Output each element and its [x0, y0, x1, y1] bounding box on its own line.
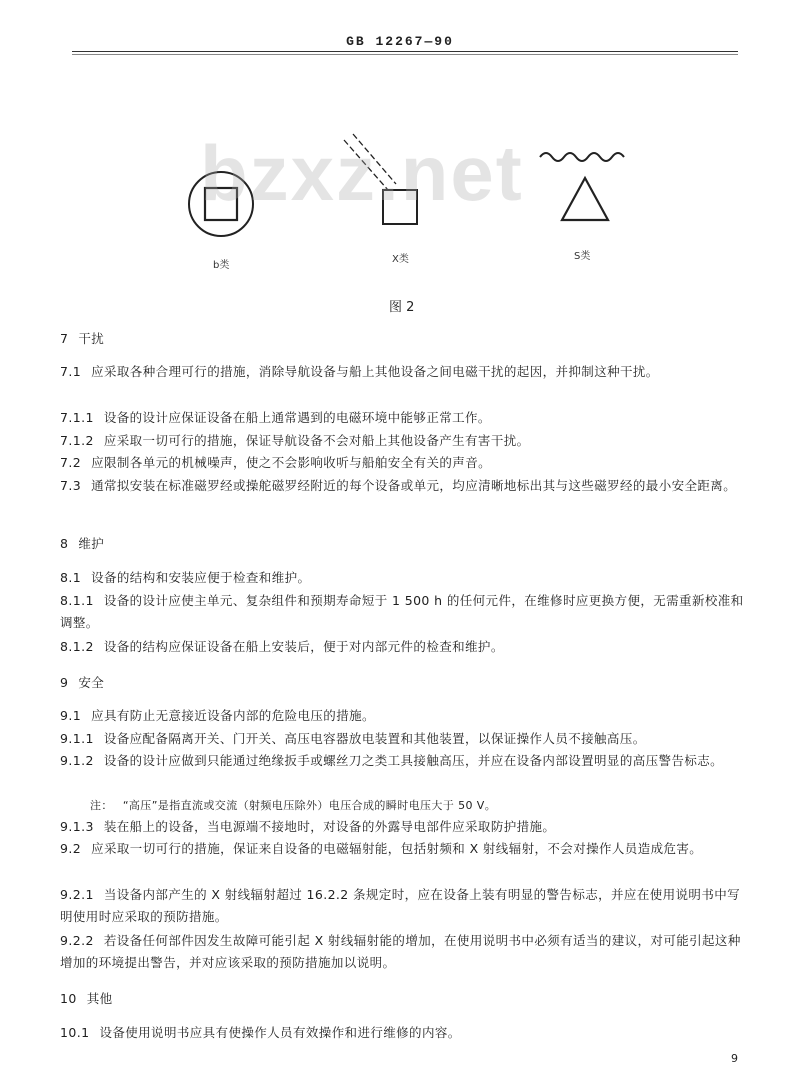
clause-number: 7.1.2	[60, 433, 94, 448]
clause-text: 设备使用说明书应具有使操作人员有效操作和进行维修的内容。	[99, 1025, 461, 1040]
clause-8-1-1	[60, 590, 744, 634]
clause-number: 7	[60, 331, 69, 346]
clause-number: 7.1.1	[60, 410, 94, 425]
clause-text: 其他	[86, 991, 113, 1006]
clause-text: 安全	[78, 675, 105, 690]
clause-number: 9	[60, 675, 69, 690]
clause-number: 7.3	[60, 478, 82, 493]
clause-text: 设备的设计应保证设备在船上通常遇到的电磁环境中能够正常工作。	[103, 410, 491, 425]
clause-9-2	[60, 838, 744, 860]
clause-9-1-1	[60, 728, 744, 750]
clause-text: 当设备内部产生的 X 射线辐射超过 16.2.2 条规定时，应在设备上装有明显的警告标志，并应在使用说明书中写明使用时应采取的预防措施。	[60, 887, 741, 924]
clause-9-1-2	[60, 750, 744, 772]
section-7-heading	[60, 328, 744, 350]
clause-text: 应采取一切可行的措施，保证来自设备的电磁辐射能，包括射频和 X 射线辐射，不会对操作人员造成危害。	[91, 841, 703, 856]
clause-7-3	[60, 475, 744, 497]
clause-number: 10	[60, 991, 77, 1006]
clause-number: 9.1.1	[60, 731, 94, 746]
clause-text: 应采取一切可行的措施，保证导航设备不会对船上其他设备产生有害干扰。	[103, 433, 530, 448]
clause-7-2	[60, 452, 744, 474]
clause-number: 9.2.1	[60, 887, 94, 902]
section-8-heading	[60, 533, 744, 555]
clause-text: 设备的结构和安装应便于检查和维护。	[91, 570, 311, 585]
page-number: 9	[731, 1052, 738, 1065]
clause-number: 8	[60, 536, 69, 551]
s-class-symbol	[540, 153, 624, 220]
clause-text: 设备的设计应使主单元、复杂组件和预期寿命短于 1 500 h 的任何元件，在维修时应更换方便，无需重新校准和调整。	[60, 593, 744, 630]
note-text: “高压”是指直流或交流（射频电压除外）电压合成的瞬时电压大于 50 V。	[122, 799, 497, 812]
clause-text: 通常拟安装在标准磁罗经或操舵磁罗经附近的每个设备或单元，均应清晰地标出其与这些磁罗经的最小安全距离。	[91, 478, 737, 493]
note-label: 注：	[90, 799, 113, 812]
clause-text: 若设备任何部件因发生故障可能引起 X 射线辐射能的增加，在使用说明书中必须有适当的建议，对可能引起这种增加的环境提出警告，并对应该采取的预防措施加以说明。	[60, 933, 741, 970]
clause-8-1	[60, 567, 744, 589]
clause-text: 应采取各种合理可行的措施，消除导航设备与船上其他设备之间电磁干扰的起因，并抑制这种干扰。	[91, 364, 659, 379]
clause-text: 设备应配备隔离开关、门开关、高压电容器放电装置和其他装置，以保证操作人员不接触高压。	[103, 731, 646, 746]
clause-number: 7.1	[60, 364, 82, 379]
clause-number: 10.1	[60, 1025, 90, 1040]
clause-number: 9.2.2	[60, 933, 94, 948]
clause-7-1	[60, 361, 744, 383]
label-b-class: b类	[213, 260, 230, 271]
section-10-heading	[60, 988, 744, 1010]
clause-text: 应具有防止无意接近设备内部的危险电压的措施。	[91, 708, 375, 723]
clause-text: 设备的设计应做到只能通过绝缘扳手或螺丝刀之类工具接触高压，并应在设备内部设置明显的高压警告标志。	[103, 753, 724, 768]
clause-number: 9.1.2	[60, 753, 94, 768]
clause-text: 设备的结构应保证设备在船上安装后，便于对内部元件的检查和维护。	[103, 639, 504, 654]
clause-number: 8.1.2	[60, 639, 94, 654]
clause-9-2-1	[60, 884, 744, 928]
clause-text: 干扰	[78, 331, 105, 346]
figure-caption: 图 2	[389, 300, 415, 315]
watermark: bzxz.net	[200, 129, 524, 217]
header-rule-thin	[72, 54, 738, 55]
label-s-class: S类	[574, 251, 591, 262]
clause-number: 9.1.3	[60, 819, 94, 834]
clause-number: 8.1.1	[60, 593, 94, 608]
label-x-class: X类	[392, 254, 409, 265]
clause-text: 应限制各单元的机械噪声，使之不会影响收听与船舶安全有关的声音。	[91, 455, 491, 470]
section-9-heading	[60, 672, 744, 694]
clause-8-1-2	[60, 636, 744, 658]
clause-7-1-1	[60, 407, 744, 429]
clause-number: 9.1	[60, 708, 82, 723]
clause-9-2-2	[60, 930, 744, 974]
header-rule	[72, 51, 738, 52]
clause-text: 维护	[78, 536, 105, 551]
clause-number: 8.1	[60, 570, 82, 585]
note-high-voltage	[90, 795, 730, 817]
clause-7-1-2	[60, 430, 744, 452]
clause-10-1	[60, 1022, 744, 1044]
clause-9-1	[60, 705, 744, 727]
clause-9-1-3	[60, 816, 744, 838]
clause-number: 7.2	[60, 455, 82, 470]
clause-number: 9.2	[60, 841, 82, 856]
clause-text: 装在船上的设备，当电源端不接地时，对设备的外露导电部件应采取防护措施。	[103, 819, 556, 834]
standard-code: GB 12267—90	[346, 34, 454, 49]
